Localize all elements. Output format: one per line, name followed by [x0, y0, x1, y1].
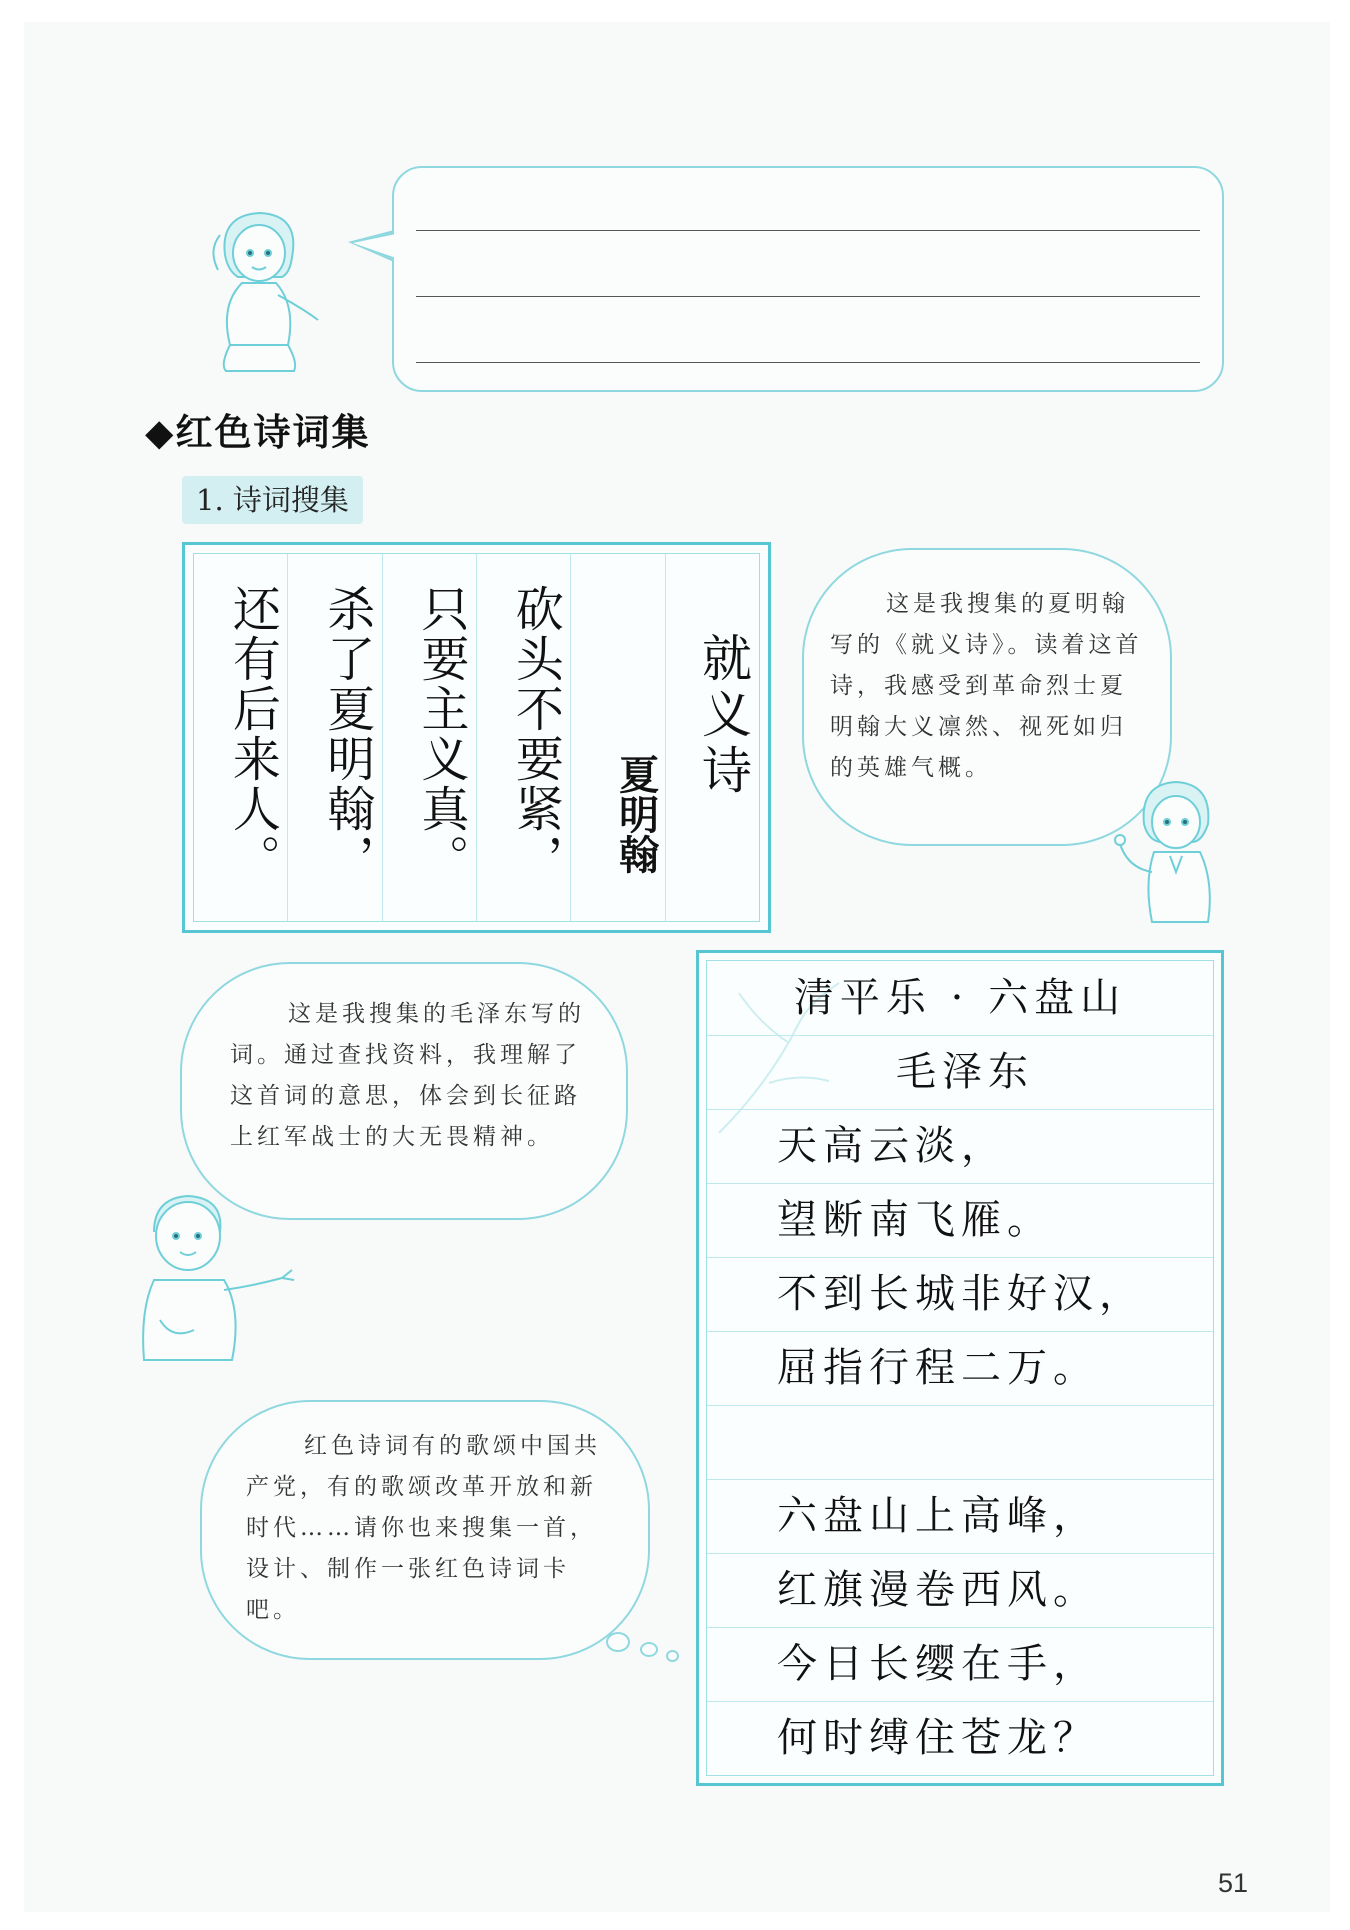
section-title-text: 红色诗词集 [175, 411, 371, 454]
poem-line: 杀了夏明翰， [318, 584, 375, 884]
bubble-text: 这是我搜集的毛泽东写的词。通过查找资料，我理解了这首词的意思，体会到长征路上红军战士的大无畏精神。 [230, 1001, 585, 1150]
bubble-text: 这是我搜集的夏明翰写的《就义诗》。读着这首诗，我感受到革命烈士夏明翰大义凛然、视死如归的英雄气概。 [830, 591, 1143, 781]
writing-line-3[interactable] [416, 362, 1200, 363]
poem-line: 砍头不要紧， [507, 584, 564, 884]
thought-bubble-task [200, 1400, 650, 1660]
poem-title: 清平乐 · 六盘山 [707, 961, 1213, 1036]
vertical-poem-card [182, 542, 771, 933]
girl-pointing-illustration [1104, 772, 1234, 932]
poem-title-column [665, 554, 759, 921]
writing-line-2[interactable] [416, 296, 1200, 297]
poem-line: 今日长缨在手， [707, 1627, 1213, 1702]
horizontal-poem-card [696, 950, 1224, 1786]
poem-line: 何时缚住苍龙？ [777, 1715, 1099, 1761]
poem-line-column [382, 554, 476, 921]
subsection-label: 1. 诗词搜集 [182, 476, 363, 524]
section-title [145, 402, 370, 456]
thought-dot [606, 1632, 630, 1652]
blank-row [707, 1405, 1213, 1480]
poem-line-column [194, 554, 287, 921]
bubble-text: 红色诗词有的歌颂中国共产党，有的歌颂改革开放和新时代……请你也来搜集一首，设计、制作一张红色诗词卡吧。 [246, 1433, 601, 1623]
poem-title: 就义诗 [694, 632, 752, 800]
boy-illustration [132, 1190, 302, 1380]
thought-dot [640, 1642, 658, 1657]
poem-line-column [287, 554, 381, 921]
poem-line: 屈指行程二万。 [707, 1331, 1213, 1406]
poem-author-column [570, 554, 664, 921]
poem-line: 望断南飞雁。 [707, 1183, 1213, 1258]
poem-line: 只要主义真。 [413, 584, 470, 884]
poem-author: 毛泽东 [707, 1035, 1213, 1110]
poem-line-column [476, 554, 570, 921]
writing-line-1[interactable] [416, 230, 1200, 231]
answer-bubble [392, 166, 1224, 392]
girl-illustration [190, 195, 340, 375]
diamond-icon: ◆ [145, 411, 176, 454]
thought-dot [666, 1650, 679, 1662]
poem-line: 不到长城非好汉， [707, 1257, 1213, 1332]
page-number: 51 [1218, 1868, 1249, 1898]
thought-bubble-mao [180, 962, 628, 1220]
poem-line: 天高云淡， [707, 1109, 1213, 1184]
poem-line: 还有后来人。 [224, 584, 281, 884]
poem-author: 夏明翰 [612, 754, 660, 874]
poem-line: 红旗漫卷西风。 [707, 1553, 1213, 1628]
poem-line: 六盘山上高峰， [707, 1479, 1213, 1554]
